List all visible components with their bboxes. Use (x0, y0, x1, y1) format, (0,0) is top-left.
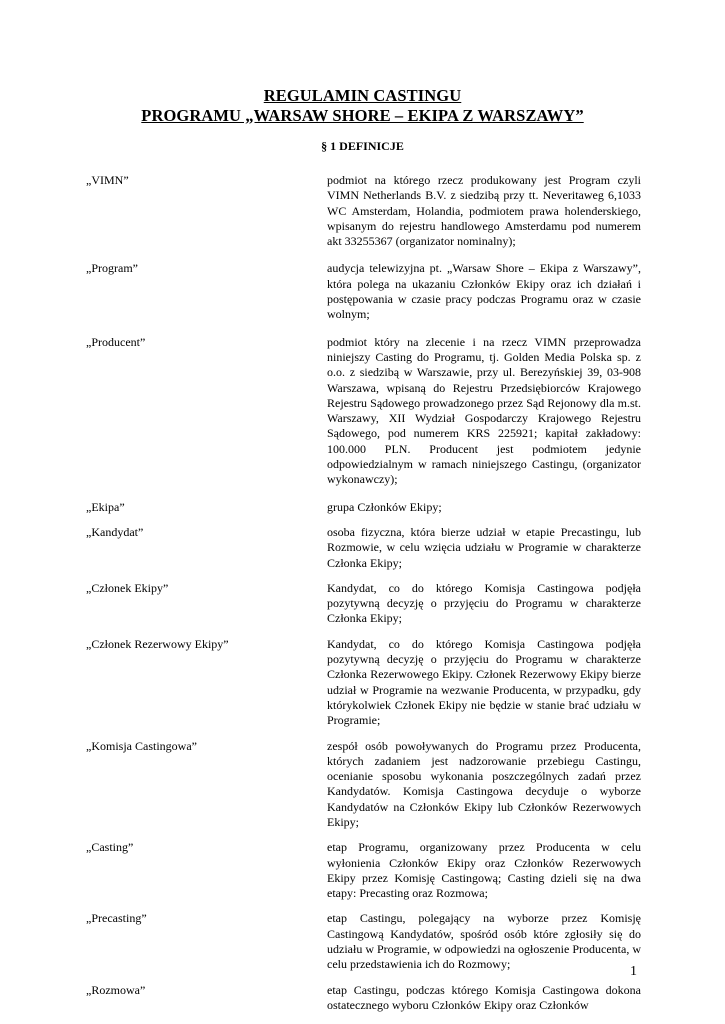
definition-term: „Ekipa” (86, 499, 125, 514)
definition-row (86, 739, 641, 831)
definition-term: „Producent” (86, 334, 146, 349)
definition-term: „Członek Ekipy” (86, 580, 169, 595)
definition-term: „Kandydat” (86, 524, 144, 539)
definition-text: osoba fizyczna, która bierze udział w etapie Precastingu, lub Rozmowie, w celu wzięcia udziału w Programie w charakterze Członka Ekipy; (327, 524, 641, 570)
definition-row (86, 261, 641, 322)
definition-text: grupa Członków Ekipy; (327, 499, 442, 514)
page-number: 1 (630, 964, 637, 979)
definition-text: Kandydat, co do którego Komisja Castingowa podjęła pozytywną decyzję o przyjęciu do Programu w charakterze Członka Rezerwowego Ekipy. Członek Rezerwowy Ekipy bierze udział w Programie na wezwanie Producenta, w przypadku, gdy którykolwiek Członek Ekipy nie będzie w stanie brać udziału w Programie; (327, 636, 641, 728)
definition-term: „Komisja Castingowa” (86, 738, 197, 753)
definition-term: „Precasting” (86, 911, 147, 926)
definition-row (86, 335, 641, 488)
definition-text: zespół osób powoływanych do Programu przez Producenta, których zadaniem jest nadzorowanie przebiegu Castingu, ocenianie sposobu wykonania poszczególnych zadań przez Kandydatów. Komisja Castingowa decyduje o wyborze Kandydatów na Członków Ekipy lub Członków Rezerwowych Ekipy; (327, 738, 641, 829)
definition-term: „Członek Rezerwowy Ekipy” (86, 636, 229, 651)
definition-term: „VIMN” (86, 173, 129, 187)
definition-row (86, 581, 641, 627)
section-heading-text: § 1 DEFINICJE (321, 139, 404, 153)
definition-row (86, 525, 641, 571)
definition-row (86, 173, 641, 249)
definition-text: etap Castingu, podczas którego Komisja Castingowa dokona ostatecznego wyboru Członków Ekipy oraz Członków (327, 982, 641, 1012)
definition-text: podmiot który na zlecenie i na rzecz VIMN przeprowadza niniejszy Casting do Programu, tj. Golden Media Polska sp. z o.o. z siedzibą w Warszawie, przy ul. Berezyńskiej 39, 03-908 Warszawa, wpisaną do Rejestru Przedsiębiorców Krajowego Rejestru Sądowego prowadzonego przez Sąd Rejonowy dla m.st. Warszawy, XII Wydział Gospodarczy Krajowego Rejestru Sądowego, pod numerem KRS 225921; kapitał zakładowy: 100.000 PLN. Producent jest podmiotem jedynie odpowiedzialnym w ramach niniejszego Castingu, (organizator wykonawczy); (327, 334, 641, 487)
definition-text: audycja telewizyjna pt. „Warsaw Shore – Ekipa z Warszawy”, która polega na ukazaniu Członków Ekipy oraz ich działań i postępowania w czasie pracy podczas Programu oraz w czasie wolnym; (327, 261, 641, 322)
definition-text: etap Programu, organizowany przez Producenta w celu wyłonienia Członków Ekipy oraz Członków Rezerwowych Ekipy przez Komisję Castingową; Casting dzieli się na dwa etapy: Precasting oraz Rozmowa; (327, 840, 641, 901)
definition-row (86, 911, 641, 972)
document-title-line-2: PROGRAMU „WARSAW SHORE – EKIPA Z WARSZAWY” (141, 106, 584, 125)
definition-row (86, 637, 641, 729)
definition-text: etap Castingu, polegający na wyborze przez Komisję Castingową Kandydatów, spośród osób które zgłosiły się do udziału w Programie, w odpowiedzi na ogłoszenie Producenta, w celu przedstawienia ich do Rozmowy; (327, 911, 641, 972)
definition-text: podmiot na którego rzecz produkowany jest Program czyli VIMN Netherlands B.V. z siedzibą przy tt. Neveritaweg 6,1033 WC Amsterdam, Holandia, podmiotem prawa holenderskiego, wpisanym do rejestru handlowego Amsterdamu pod numerem akt 33255367 (organizator nominalny); (327, 173, 641, 249)
section-heading (0, 139, 725, 154)
definition-row (86, 983, 641, 1014)
document-title-line-1: REGULAMIN CASTINGU (263, 86, 462, 105)
definition-row (86, 840, 641, 901)
definition-term: „Program” (86, 261, 138, 276)
definition-term: „Casting” (86, 840, 134, 855)
definition-term: „Rozmowa” (86, 982, 146, 997)
definitions-list (86, 173, 641, 1023)
definition-row (86, 500, 641, 515)
definition-text: Kandydat, co do którego Komisja Castingowa podjęła pozytywną decyzję o przyjęciu do Programu w charakterze Członka Ekipy; (327, 580, 641, 626)
